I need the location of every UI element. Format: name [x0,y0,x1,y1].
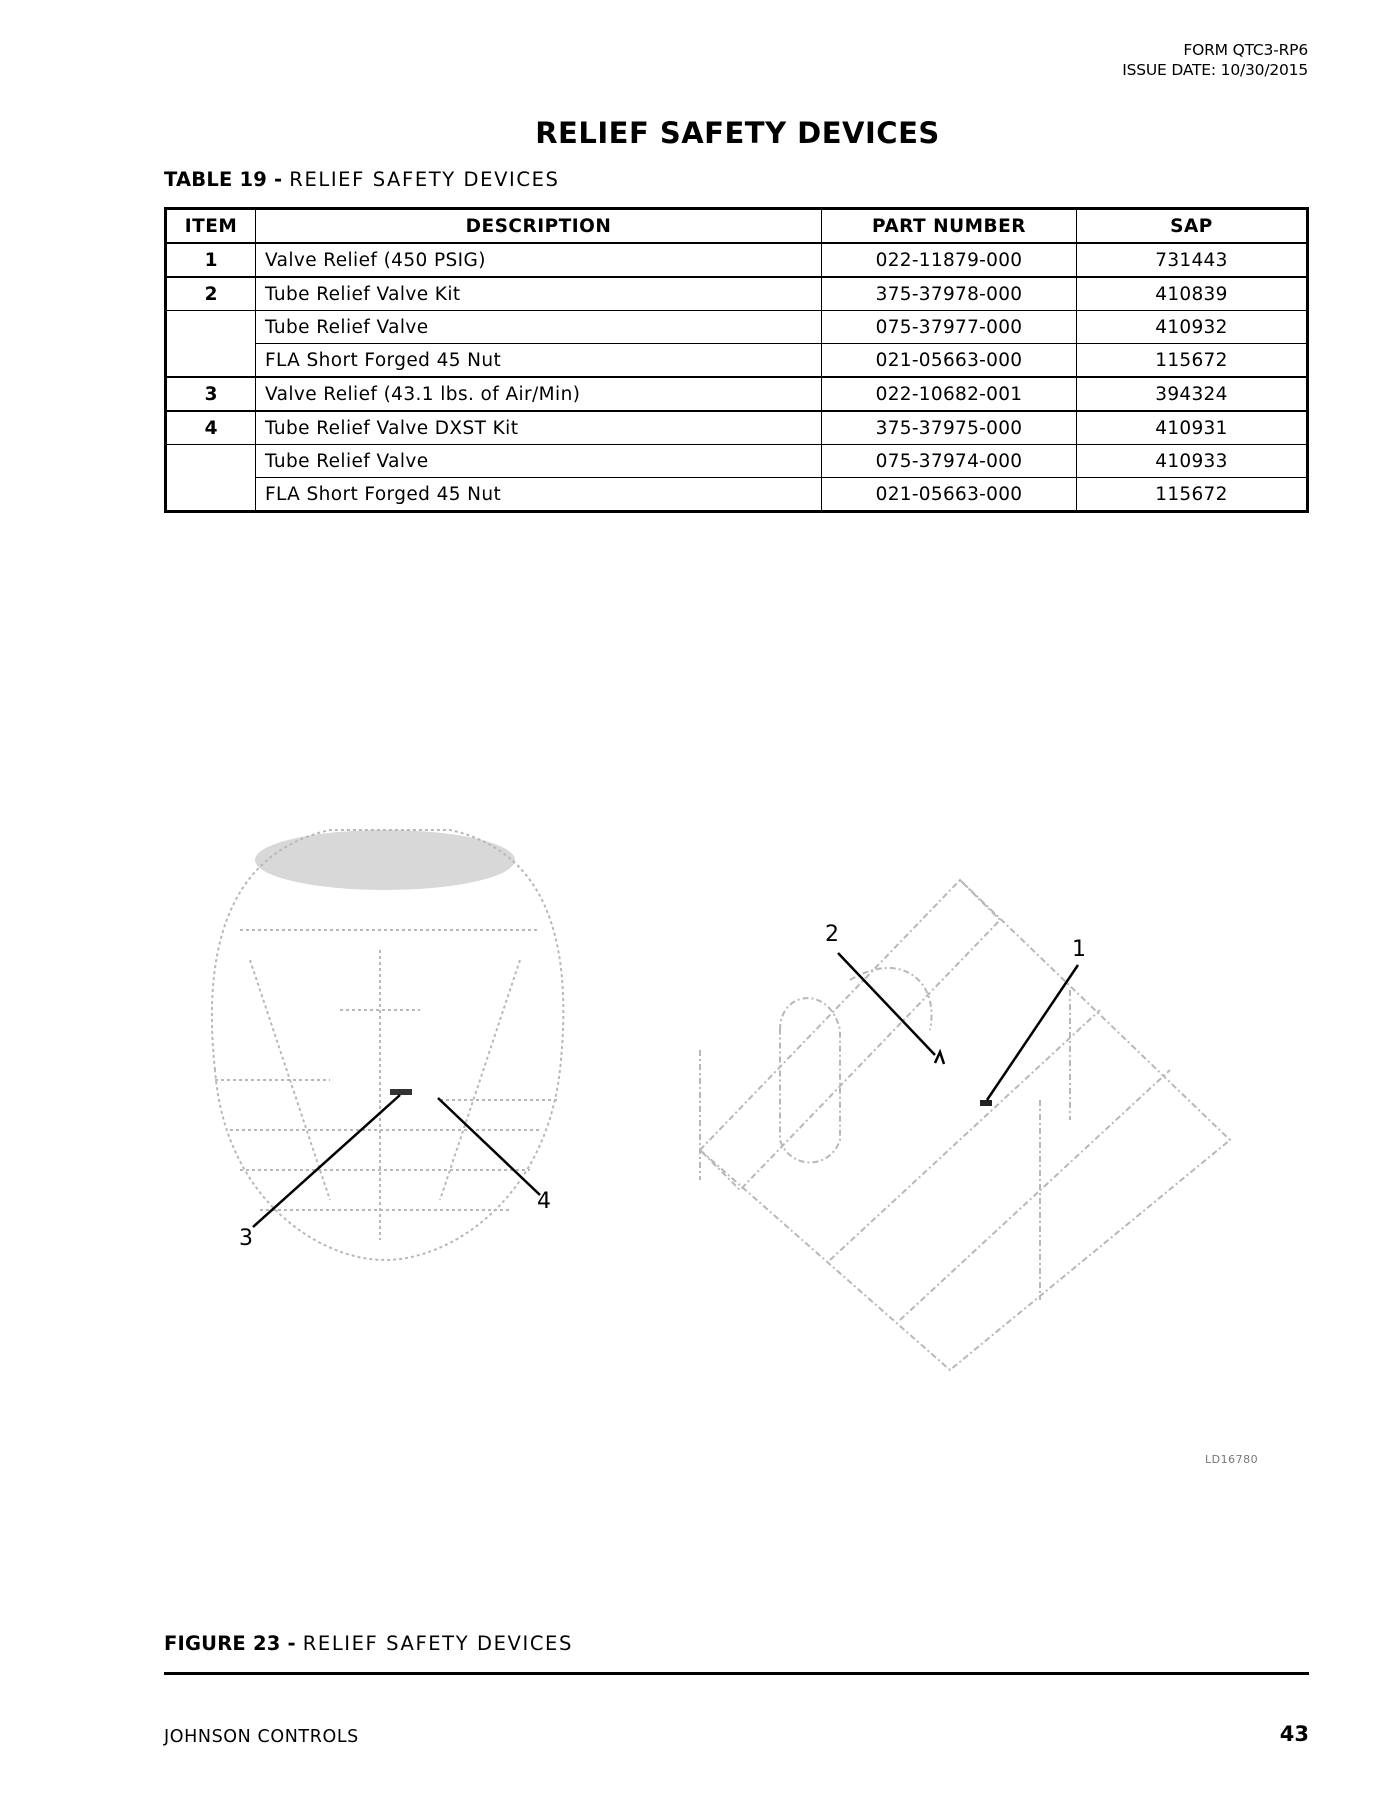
part-number-cell: 021-05663-000 [822,344,1077,378]
column-header-item: ITEM [166,209,256,244]
relief-devices-figure [190,820,1260,1380]
part-number-cell: 375-37978-000 [822,277,1077,311]
table-row [166,277,1308,311]
part-number-cell: 375-37975-000 [822,411,1077,445]
description-cell: Tube Relief Valve DXST Kit [256,411,822,445]
table-row [166,243,1308,277]
relief-devices-table [164,207,1309,513]
company-name: JOHNSON CONTROLS [164,1727,359,1747]
item-cell [166,445,256,512]
table-caption-text: RELIEF SAFETY DEVICES [289,168,560,191]
description-cell: Valve Relief (43.1 lbs. of Air/Min) [256,377,822,411]
footer-divider [164,1672,1309,1675]
part-number-cell: 022-10682-001 [822,377,1077,411]
figure-caption-label: FIGURE 23 - [164,1632,303,1655]
page-number: 43 [1279,1722,1309,1746]
figure-caption-text: RELIEF SAFETY DEVICES [302,1632,573,1655]
right-drawing [700,880,1230,1370]
item-cell: 3 [166,377,256,411]
page-title: RELIEF SAFETY DEVICES [535,116,940,150]
issue-date: ISSUE DATE: 10/30/2015 [1122,61,1308,79]
sap-cell: 731443 [1077,243,1308,277]
table-row [166,344,1308,378]
left-callouts [253,1089,540,1227]
description-cell: Tube Relief Valve [256,311,822,344]
table-caption-label: TABLE 19 - [164,168,290,191]
description-cell: FLA Short Forged 45 Nut [256,344,822,378]
form-number: FORM QTC3-RP6 [1183,41,1308,59]
part-number-cell: 075-37977-000 [822,311,1077,344]
callout-label-2: 2 [825,922,839,947]
sap-cell: 410932 [1077,311,1308,344]
table-row [166,445,1308,478]
callout-label-1: 1 [1072,937,1086,962]
item-cell [166,311,256,378]
part-number-cell: 075-37974-000 [822,445,1077,478]
table-header-row [166,209,1308,244]
sap-cell: 115672 [1077,478,1308,512]
table-row [166,377,1308,411]
table-row [166,411,1308,445]
right-callouts [838,953,1078,1106]
sap-cell: 410933 [1077,445,1308,478]
description-cell: Tube Relief Valve Kit [256,277,822,311]
column-header-description: DESCRIPTION [256,209,822,244]
description-cell: Valve Relief (450 PSIG) [256,243,822,277]
figure-caption [164,1632,573,1655]
item-cell: 1 [166,243,256,277]
column-header-part-number: PART NUMBER [822,209,1077,244]
callout-label-3: 3 [239,1226,253,1251]
sap-cell: 410931 [1077,411,1308,445]
description-cell: FLA Short Forged 45 Nut [256,478,822,512]
part-number-cell: 021-05663-000 [822,478,1077,512]
table-row [166,478,1308,512]
table-caption [164,168,560,191]
sap-cell: 115672 [1077,344,1308,378]
table-row [166,311,1308,344]
part-number-cell: 022-11879-000 [822,243,1077,277]
description-cell: Tube Relief Valve [256,445,822,478]
item-cell: 2 [166,277,256,311]
left-drawing [212,830,563,1260]
sap-cell: 394324 [1077,377,1308,411]
drawing-id: LD16780 [1205,1453,1259,1466]
sap-cell: 410839 [1077,277,1308,311]
callout-label-4: 4 [537,1189,551,1214]
column-header-sap: SAP [1077,209,1308,244]
item-cell: 4 [166,411,256,445]
document-header [1122,40,1308,80]
